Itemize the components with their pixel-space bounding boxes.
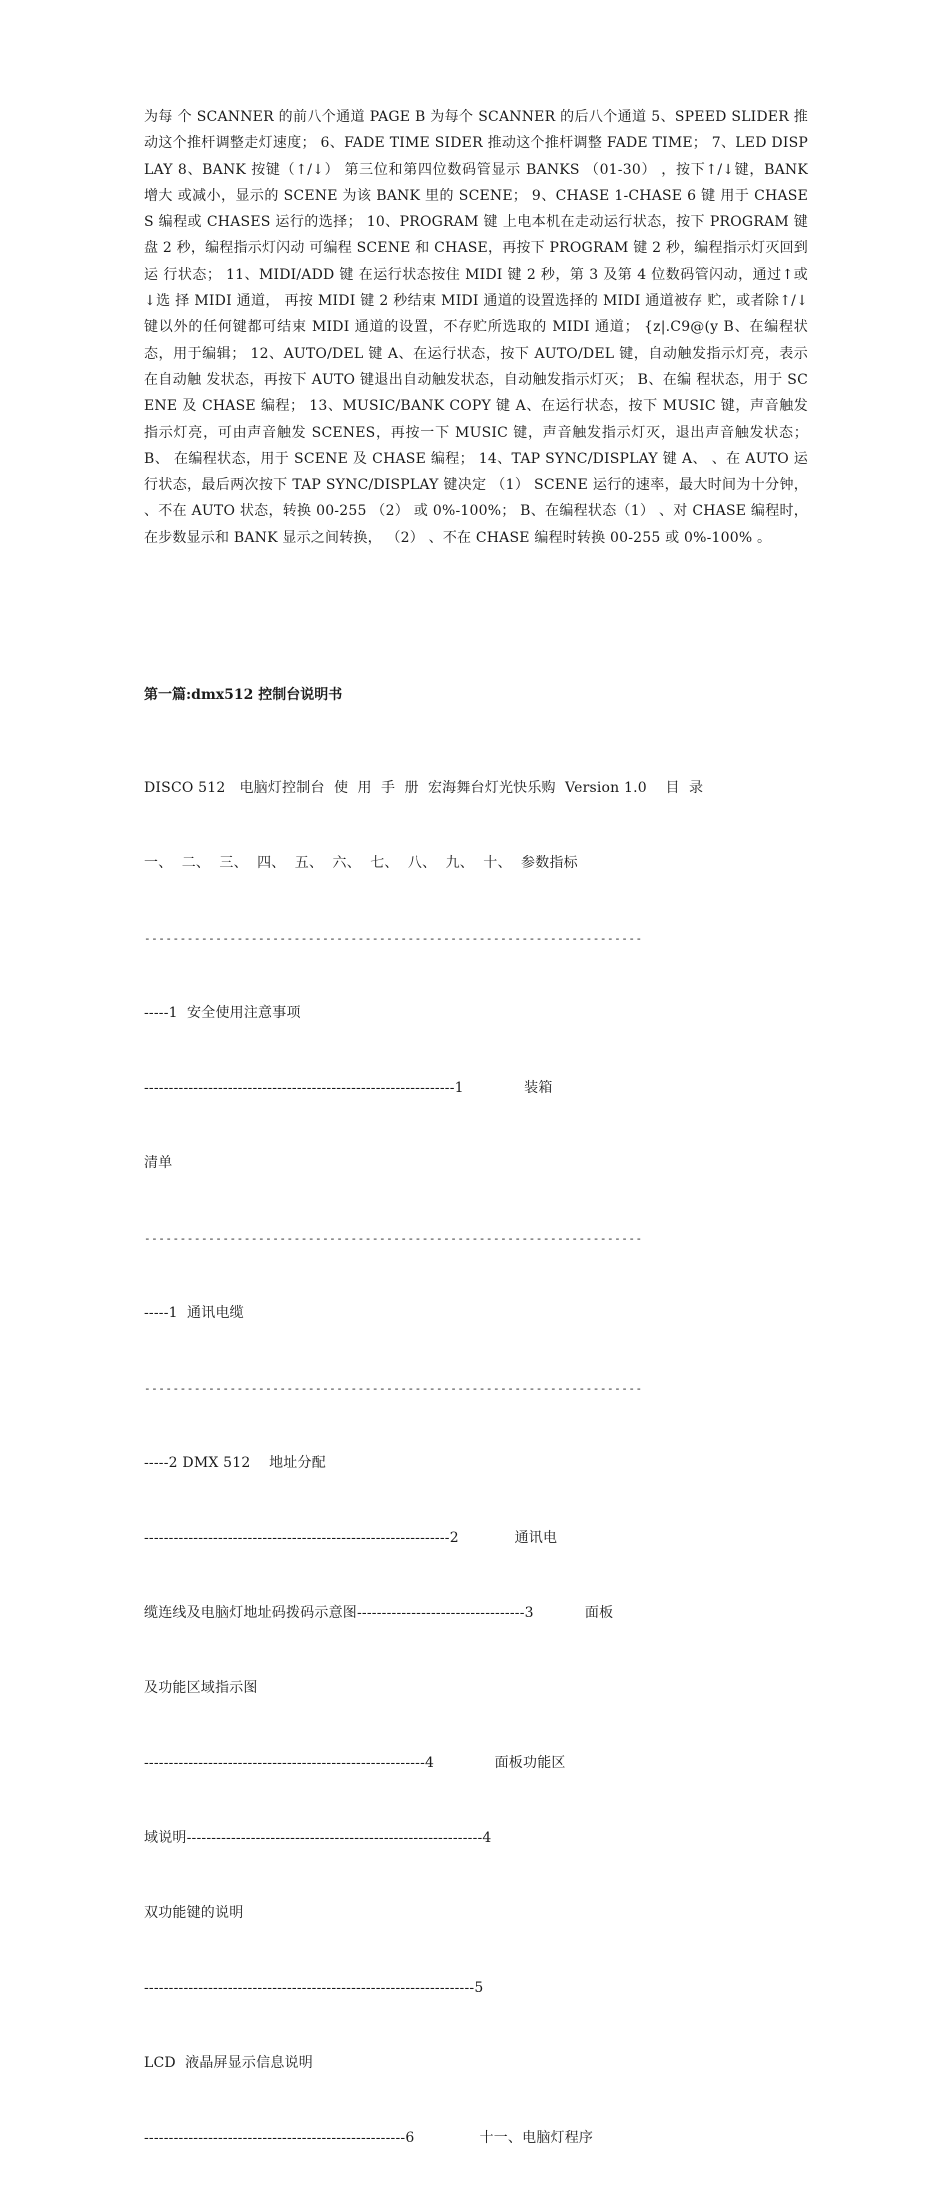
toc-line: 一、 二、 三、 四、 五、 六、 七、 八、 九、 十、 参数指标 xyxy=(144,855,578,871)
body-paragraph: 为每 个 SCANNER 的前八个通道 PAGE B 为每个 SCANNER 的后八个通道 5、SPEED SLIDER 推动这个推杆调整走灯速度； 6、FADE TIME SIDER 推动这个推杆调整 FADE TIME； 7、LED DISPLAY 8、BANK 按键（↑/↓） 第三位和第四位数码管显示 BANKS （01-30） ，按下↑/↓键，BANK 增大 或减小，显示的 SCENE 为该 BANK 里的 SCENE； 9、CHASE 1-CHASE 6 键 用于 CHASES 编程或 CHASES 运行的选择； 10、PROGRAM 键 上电本机在走动运行状态，按下 PROGRAM 键盘 2 秒，编程指示灯闪动 可编程 SCENE 和 CHASE，再按下 PROGRAM 键 2 秒，编程指示灯灭回到运 行状态； 11、MIDI/ADD 键 在运行状态按住 MIDI 键 2 秒，第 3 及第 4 位数码管闪动，通过↑或↓选 择 MIDI 通道， 再按 MIDI 键 2 秒结束 MIDI 通道的设置选择的 MIDI 通道被存 贮，或者除↑/↓键以外的任何键都可结束 MIDI 通道的设置，不存贮所选取的 MIDI 通道； {z|.C9@(y B、在编程状态，用于编辑； 12、AUTO/DEL 键 A、在运行状态，按下 AUTO/DEL 键，自动触发指示灯亮，表示在自动触 发状态，再按下 AUTO 键退出自动触发状态，自动触发指示灯灭； B、在编 程状态，用于 SCENE 及 CHASE 编程； 13、MUSIC/BANK COPY 键 A、在运行状态，按下 MUSIC 键，声音触发指示灯亮，可由声音触发 SCENES，再按一下 MUSIC 键，声音触发指示灯灭，退出声音触发状态； B、 在编程状态，用于 SCENE 及 CHASE 编程； 14、TAP SYNC/DISPLAY 键 A、 、在 AUTO 运行状态，最后两次按下 TAP SYNC/DISPLAY 键决定 （1） SCENE 运行的速率，最大时间为十分钟， 、不在 AUTO 状态，转换 00-255 （2） 或 0%-100%； B、在编程状态（1） 、对 CHASE 编程时，在步数显示和 BANK 显示之间转换， （2） 、不在 CHASE 编程时转换 00-255 或 0%-100% 。 xyxy=(144,109,808,546)
toc-line: -----1 安全使用注意事项 xyxy=(144,1005,301,1021)
toc-line: DISCO 512 电脑灯控制台 使 用 手 册 宏海舞台灯光快乐购 Version 1.0 目 录 xyxy=(144,780,704,796)
toc-line: ---------------------------------------------------------------------- xyxy=(144,1382,643,1395)
toc-line: -----2 DMX 512 地址分配 xyxy=(144,1455,326,1471)
toc-line: 及功能区域指示图 xyxy=(144,1680,258,1696)
toc-line: 双功能键的说明 xyxy=(144,1905,244,1921)
toc-line: -------------------------------------------------------------------5 xyxy=(144,1980,484,1996)
section-heading: 第一篇:dmx512 控制台说明书 xyxy=(144,687,343,703)
toc-line: ---------------------------------------------------------------------- xyxy=(144,932,643,945)
toc-line: ---------------------------------------------------------4 面板功能区 xyxy=(144,1755,566,1771)
toc-line: --------------------------------------------------------------2 通讯电 xyxy=(144,1530,558,1546)
toc-line: 域说明------------------------------------------------------------4 xyxy=(144,1830,492,1846)
document-page xyxy=(144,104,808,2146)
toc-line: 缆连线及电脑灯地址码拨码示意图----------------------------------3 面板 xyxy=(144,1605,614,1621)
toc-line: -----------------------------------------------------6 十一、电脑灯程序 xyxy=(144,2130,594,2146)
toc-line: ---------------------------------------------------------------------- xyxy=(144,1232,643,1245)
toc-line: 清单 xyxy=(144,1155,173,1171)
table-of-contents xyxy=(144,726,808,2201)
toc-line: -----1 通讯电缆 xyxy=(144,1305,244,1321)
toc-line: LCD 液晶屏显示信息说明 xyxy=(144,2055,313,2071)
toc-line: ---------------------------------------------------------------1 装箱 xyxy=(144,1080,553,1096)
